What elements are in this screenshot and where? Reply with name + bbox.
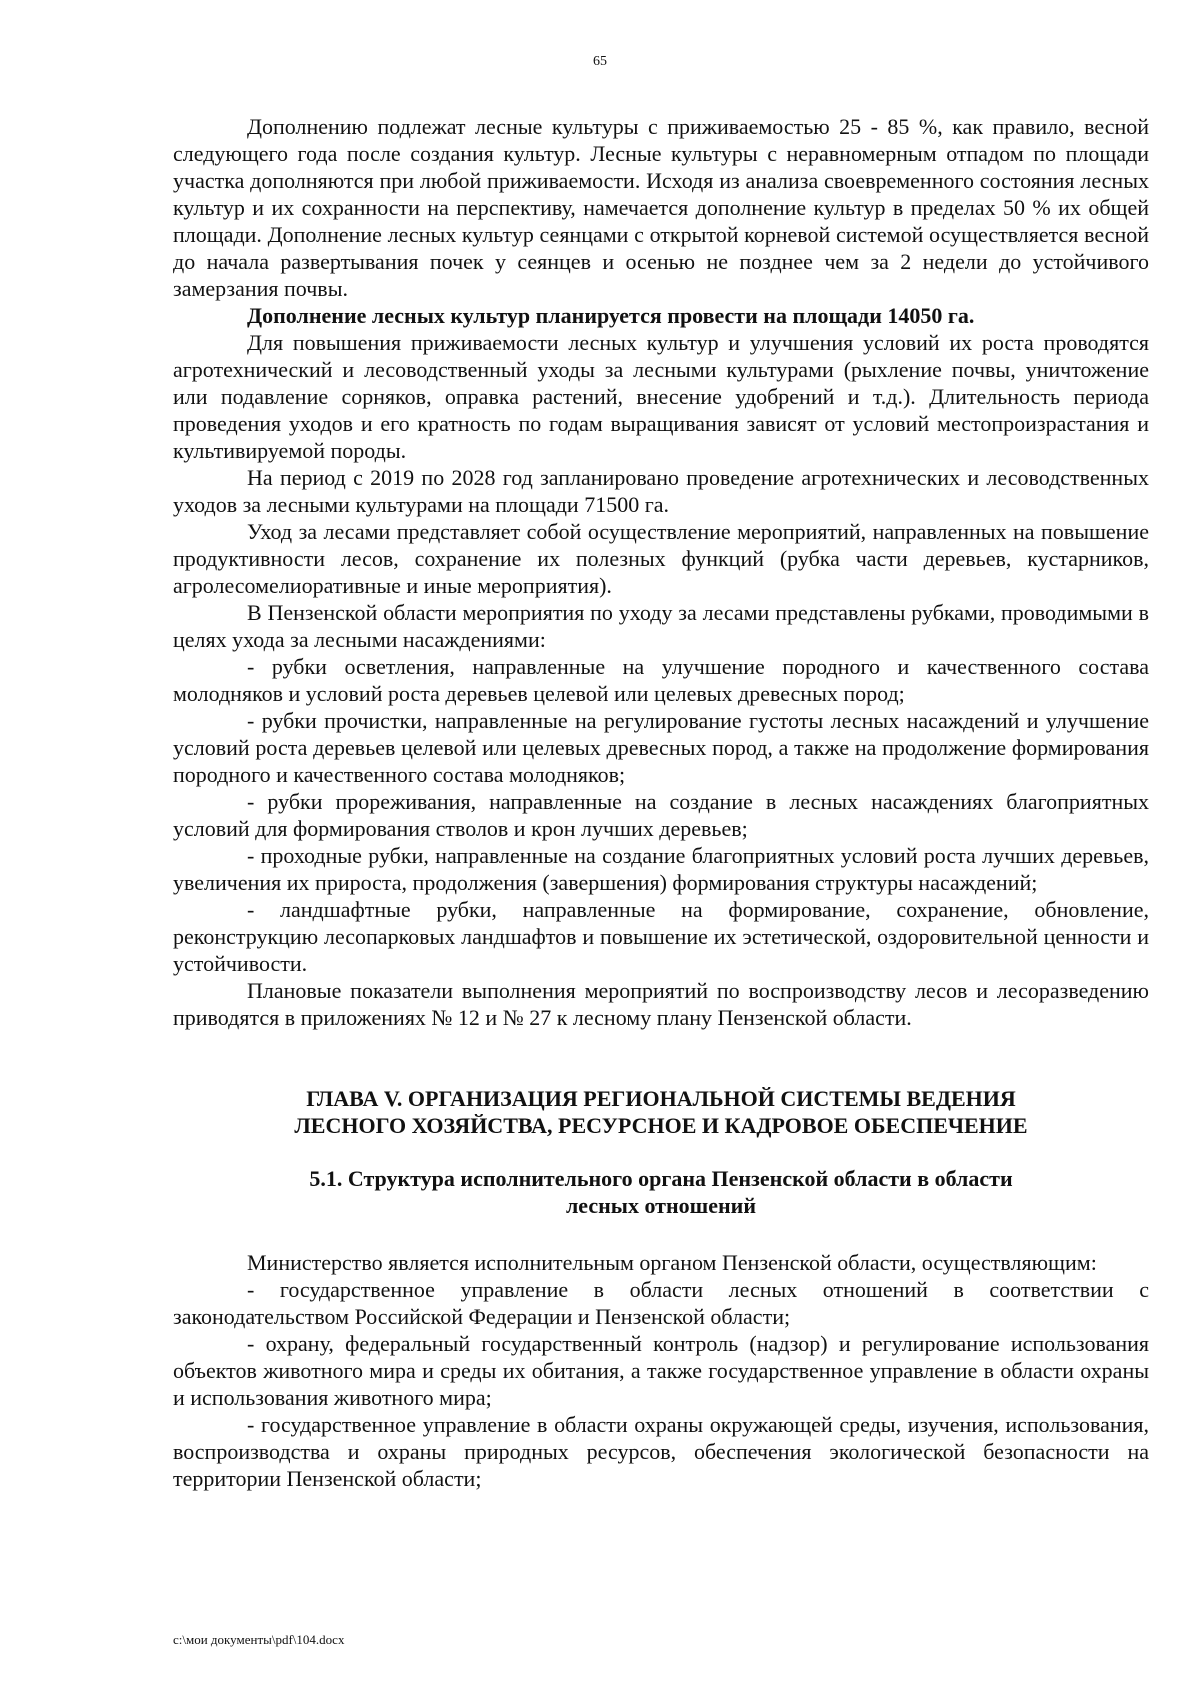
section-title	[173, 1165, 1149, 1219]
section-title-line-2: лесных отношений	[565, 1193, 757, 1218]
paragraph-forest-care: Уход за лесами представляет собой осуществление мероприятий, направленных на повышение продуктивности лесов, сохранение их полезных функций (рубка части деревьев, кустарников, агролесомелиоративные и иные мероприятия).	[173, 519, 1149, 598]
list-item-cleaning-cuts: - рубки прочистки, направленные на регулирование густоты лесных насаждений и улучшение условий роста деревьев целевой или целевых древесных пород, а также на продолжение формирования породного и качественного состава молодняков;	[173, 708, 1149, 787]
paragraph-replanting: Дополнению подлежат лесные культуры с приживаемостью 25 - 85 %, как правило, весной следующего года после создания культур. Лесные культуры с неравномерным отпадом по площади участка дополняются при любой приживаемости. Исходя из анализа своевременного состояния лесных культур и их сохранности на перспективу, намечается дополнение культур в пределах 50 % их общей площади. Дополнение лесных культур сеянцами с открытой корневой системой осуществляется весной до начала развертывания почек у сеянцев и осенью не позднее чем за 2 недели до устойчивого замерзания почвы.	[173, 114, 1149, 301]
chapter-title	[173, 1085, 1149, 1139]
section-title-line-1: 5.1. Структура исполнительного органа Пензенской области в области	[309, 1166, 1013, 1191]
list-item-clearing-cuts: - рубки осветления, направленные на улучшение породного и качественного состава молодняков и условий роста деревьев целевой или целевых древесных пород;	[173, 654, 1149, 706]
document-body	[173, 113, 1149, 1492]
list-item-thinning-cuts: - рубки прореживания, направленные на создание в лесных насаждениях благоприятных условий для формирования стволов и крон лучших деревьев;	[173, 789, 1149, 841]
paragraph-care-period: На период с 2019 по 2028 год запланировано проведение агротехнических и лесоводственных уходов за лесными культурами на площади 71500 га.	[173, 465, 1149, 517]
paragraph-penza-measures: В Пензенской области мероприятия по уходу за лесами представлены рубками, проводимыми в целях ухода за лесными насаждениями:	[173, 600, 1149, 652]
list-item-landscape-cuts: - ландшафтные рубки, направленные на формирование, сохранение, обновление, реконструкцию лесопарковых ландшафтов и повышение их эстетической, оздоровительной ценности и устойчивости.	[173, 897, 1149, 976]
paragraph-care-measures: Для повышения приживаемости лесных культур и улучшения условий их роста проводятся агротехнический и лесоводственный уходы за лесными культурами (рыхление почвы, уничтожение или подавление сорняков, оправка растений, внесение удобрений и т.д.). Длительность периода проведения уходов и его кратность по годам выращивания зависят от условий местопроизрастания и культивируемой породы.	[173, 330, 1149, 463]
list-item-wildlife-protection: - охрану, федеральный государственный контроль (надзор) и регулирование использования объектов животного мира и среды их обитания, а также государственное управление в области охраны и использования животного мира;	[173, 1331, 1149, 1410]
list-item-improvement-cuts: - проходные рубки, направленные на создание благоприятных условий роста лучших деревьев, увеличения их прироста, продолжения (завершения) формирования структуры насаждений;	[173, 843, 1149, 895]
chapter-title-line-2: ЛЕСНОГО ХОЗЯЙСТВА, РЕСУРСНОЕ И КАДРОВОЕ ОБЕСПЕЧЕНИЕ	[294, 1113, 1028, 1138]
paragraph-replanting-area: Дополнение лесных культур планируется провести на площади 14050 га.	[247, 303, 975, 328]
page-number: 65	[593, 54, 607, 69]
paragraph-planned-indicators: Плановые показатели выполнения мероприятий по воспроизводству лесов и лесоразведению приводятся в приложениях № 12 и № 27 к лесному плану Пензенской области.	[173, 978, 1149, 1030]
list-item-forest-management: - государственное управление в области лесных отношений в соответствии с законодательством Российской Федерации и Пензенской области;	[173, 1277, 1149, 1329]
section-body	[173, 1249, 1149, 1492]
chapter-title-line-1: ГЛАВА V. ОРГАНИЗАЦИЯ РЕГИОНАЛЬНОЙ СИСТЕМЫ ВЕДЕНИЯ	[306, 1086, 1016, 1111]
paragraph-ministry: Министерство является исполнительным органом Пензенской области, осуществляющим:	[247, 1250, 1097, 1275]
list-item-environment-management: - государственное управление в области охраны окружающей среды, изучения, использования, воспроизводства и охраны природных ресурсов, обеспечения экологической безопасности на территории Пензенской области;	[173, 1412, 1149, 1491]
footer-file-path: c:\мои документы\pdf\104.docx	[173, 1632, 345, 1647]
